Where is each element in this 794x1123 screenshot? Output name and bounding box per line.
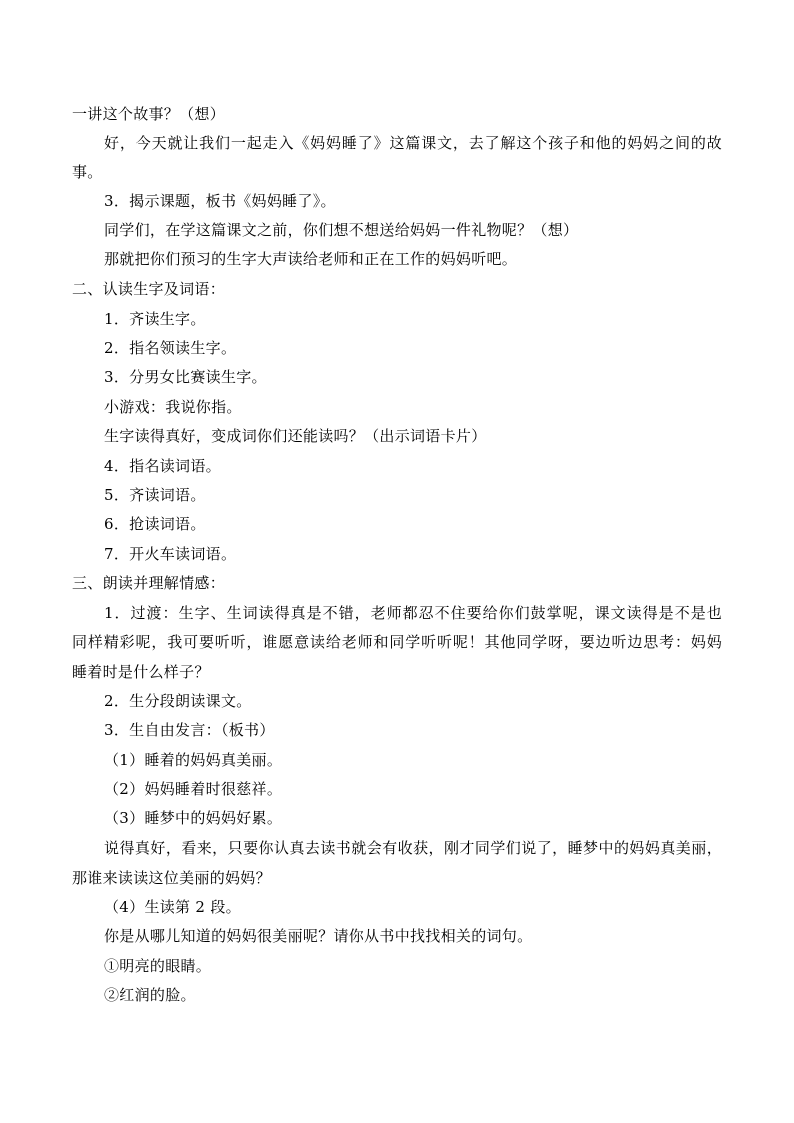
text-line: 3．揭示课题，板书《妈妈睡了》。 bbox=[104, 192, 336, 210]
text-line: 1．过渡：生字、生词读得真是不错，老师都忍不住要给你们鼓掌呢，课文读得是不是也 bbox=[104, 604, 722, 622]
list-item: 7．开火车读词语。 bbox=[104, 545, 237, 563]
text-line: 那谁来读读这位美丽的妈妈？ bbox=[72, 869, 271, 887]
text-line: 小游戏：我说你指。 bbox=[104, 398, 242, 416]
list-item: 2．指名领读生字。 bbox=[104, 339, 237, 357]
list-item: 6．抢读词语。 bbox=[104, 515, 206, 533]
list-item: （3）睡梦中的妈妈好累。 bbox=[104, 809, 283, 827]
list-item: （4）生读第 2 段。 bbox=[104, 898, 241, 916]
list-item: 5．齐读词语。 bbox=[104, 486, 206, 504]
list-item: ②红润的脸。 bbox=[104, 986, 196, 1004]
section-heading: 三、朗读并理解情感： bbox=[72, 574, 226, 592]
text-line: 好，今天就让我们一起走入《妈妈睡了》这篇课文，去了解这个孩子和他的妈妈之间的故 bbox=[104, 134, 722, 152]
text-line: 睡着时是什么样子？ bbox=[72, 663, 210, 681]
list-item: （1）睡着的妈妈真美丽。 bbox=[104, 751, 283, 769]
list-item: ①明亮的眼睛。 bbox=[104, 957, 212, 975]
list-item: 2．生分段朗读课文。 bbox=[104, 692, 252, 710]
list-item: （2）妈妈睡着时很慈祥。 bbox=[104, 780, 283, 798]
list-item: 4．指名读词语。 bbox=[104, 457, 221, 475]
section-heading: 二、认读生字及词语： bbox=[72, 280, 226, 298]
list-item: 3．生自由发言：（板书） bbox=[104, 721, 275, 739]
text-line: 你是从哪儿知道的妈妈很美丽呢？请你从书中找找相关的词句。 bbox=[104, 927, 533, 945]
text-line: 同样精彩呢，我可要听听，谁愿意读给老师和同学听听呢！其他同学呀，要边听边思考：妈妈 bbox=[72, 633, 722, 651]
text-line: 那就把你们预习的生字大声读给老师和正在工作的妈妈听吧。 bbox=[104, 250, 518, 268]
list-item: 3．分男女比赛读生字。 bbox=[104, 368, 267, 386]
text-line: 说得真好，看来，只要你认真去读书就会有收获，刚才同学们说了，睡梦中的妈妈真美丽， bbox=[104, 839, 722, 857]
text-line: 事。 bbox=[72, 163, 103, 181]
text-line: 一讲这个故事？（想） bbox=[72, 105, 226, 123]
text-line: 同学们，在学这篇课文之前，你们想不想送给妈妈一件礼物呢？（想） bbox=[104, 221, 579, 239]
text-line: 生字读得真好，变成词你们还能读吗？（出示词语卡片） bbox=[104, 427, 487, 445]
list-item: 1．齐读生字。 bbox=[104, 310, 206, 328]
